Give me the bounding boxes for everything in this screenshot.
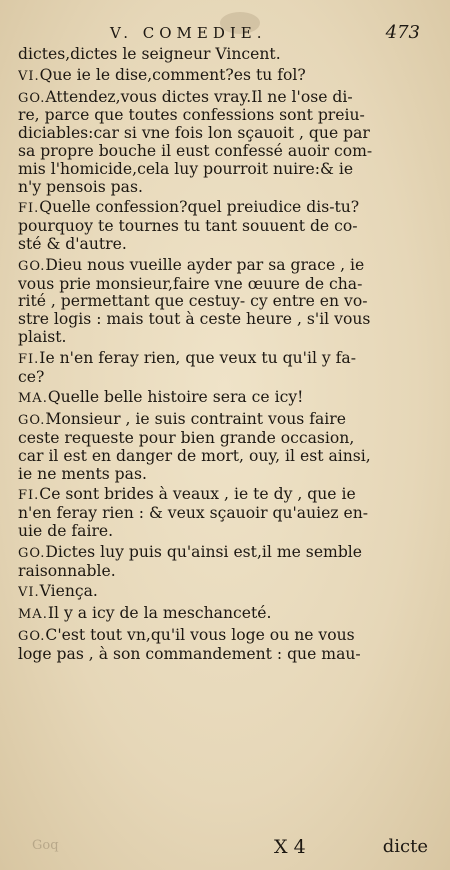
text-line [18,389,413,408]
text-line [18,276,413,294]
speaker-label: MA. [18,607,48,623]
speaker-label: FI. [18,201,40,217]
speaker-label: VI. [18,585,40,601]
running-head: V. COMEDIE. [110,24,267,42]
text-line [18,646,413,664]
speaker-label: FI. [18,488,40,504]
text-line [18,67,413,86]
line-text: raisonnable. [18,562,116,580]
line-text: C'est tout vn,qu'il vous loge ou ne vous [45,626,355,644]
bleed-through-text: Goq [32,838,59,853]
text-line [18,199,413,218]
speaker-label: MA. [18,391,48,407]
text-line [18,293,413,311]
line-text: Quelle belle histoire sera ce icy! [47,389,304,407]
text-line [18,583,413,602]
line-text: Dieu nous vueille ayder par sa grace , ie [45,256,365,274]
line-text: car il est en danger de mort, ouy, il est ainsi, [18,447,371,465]
line-text: sa propre bouche il eust confessé auoir com- [18,142,373,160]
text-line [18,329,413,347]
text-line [18,505,413,523]
text-line [18,257,413,276]
speaker-label: GO. [18,413,46,429]
line-text: ce? [18,368,45,386]
text-line [18,369,413,387]
line-text: dictes,dictes le seigneur Vincent. [18,46,281,63]
line-text: Quelle confession?quel preiudice dis-tu? [39,199,360,217]
line-text: Que ie le dise,comment?es tu fol? [39,66,306,84]
line-text: Ie n'en feray rien, que veux tu qu'il y fa- [39,349,356,367]
speaker-label: FI. [18,351,40,367]
line-text: plaist. [18,328,67,346]
page-footer [18,836,428,860]
text-line [18,430,413,448]
speaker-label: GO. [18,545,46,561]
line-text: uie de faire. [18,522,114,540]
speaker-label: GO. [18,258,46,274]
line-text: sté & d'autre. [18,235,127,253]
line-text: ie ne ments pas. [18,465,147,483]
page-number: 473 [385,22,420,43]
line-text: ceste requeste pour bien grande occasion, [18,429,355,447]
line-text: re, parce que toutes confessions sont preiu- [18,107,365,125]
catchword: dicte [382,836,428,857]
text-line [18,627,413,646]
line-text: vous prie monsieur,faire vne œuure de cha- [18,275,363,293]
text-line [18,523,413,541]
text-line [18,107,413,125]
text-line [18,218,413,236]
speaker-label: VI. [18,68,40,84]
text-line [18,125,413,143]
text-line [18,350,413,369]
signature-mark: X 4 [274,836,306,858]
text-line [18,563,413,581]
text-line [18,486,413,505]
line-text: Viença. [39,583,98,601]
line-text: mis l'homicide,cela luy pourroit nuire:& ie [18,160,354,178]
line-text: diciables:car si vne fois lon sçauoit , que par [18,125,370,143]
text-line [18,179,413,197]
line-text: stre logis : mais tout à ceste heure , s'il vous [18,311,371,329]
text-line [18,448,413,466]
page-header [30,18,424,46]
text-line [18,236,413,254]
play-text [18,46,413,664]
line-text: pourquoy te tournes tu tant souuent de co- [18,218,358,236]
text-line [18,466,413,484]
speaker-label: GO. [18,628,46,644]
line-text: loge pas , à son commandement : que mau- [18,645,361,663]
line-text: rité , permettant que cestuy- cy entre en vo- [18,293,368,311]
line-text: n'en feray rien : & veux sçauoir qu'auiez en- [18,505,369,523]
line-text: Monsieur , ie suis contraint vous faire [45,411,346,429]
text-line [18,411,413,430]
speaker-label: GO. [18,90,46,106]
text-line [18,161,413,179]
text-line [18,89,413,108]
line-text: Ce sont brides à veaux , ie te dy , que ie [39,486,356,504]
line-text: Attendez,vous dictes vray.Il ne l'ose di- [45,88,353,106]
line-text: Il y a icy de la meschanceté. [47,605,272,623]
text-line [18,605,413,624]
line-text: Dictes luy puis qu'ainsi est,il me semble [45,543,363,561]
text-line [18,143,413,161]
text-line [18,311,413,329]
text-line [18,544,413,563]
text-line [18,46,413,64]
line-text: n'y pensois pas. [18,178,143,196]
